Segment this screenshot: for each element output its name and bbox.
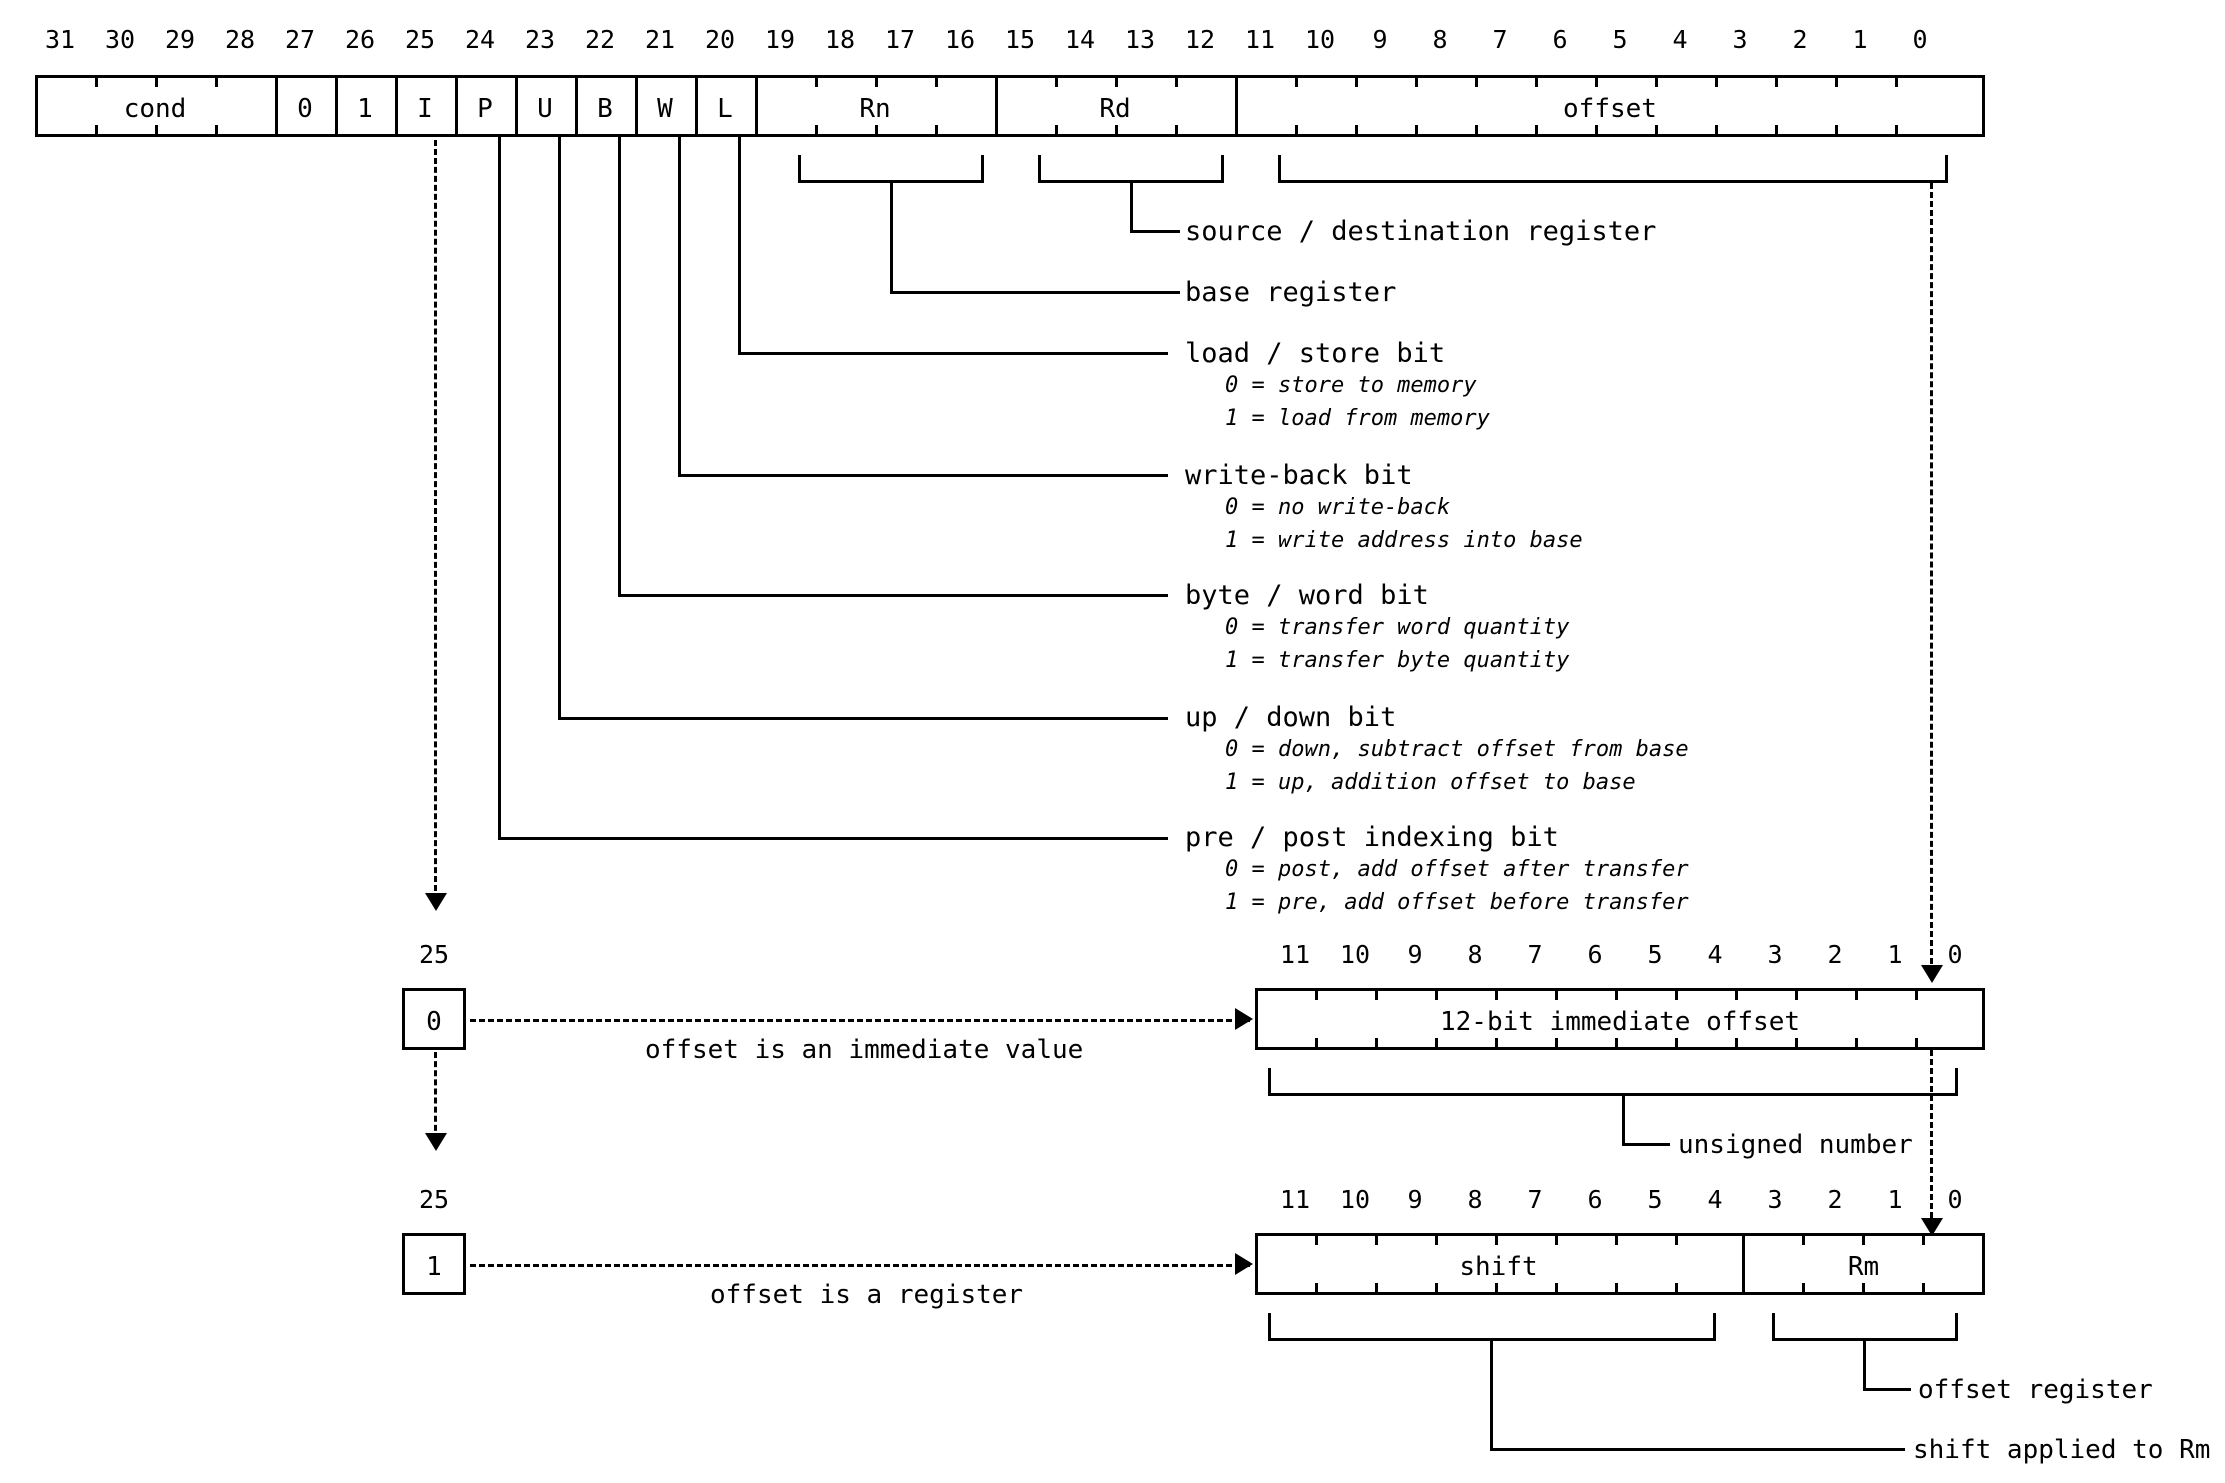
leader-U-vertical [558, 137, 561, 720]
brace-rm-right [1955, 1313, 1958, 1341]
annotation-write-back-line-1: 1 = write address into base [1225, 528, 1583, 553]
leader-L-horizontal [738, 352, 1168, 355]
bit-tick [1475, 125, 1478, 137]
brace-rm-lead [1863, 1388, 1911, 1391]
bit-tick [1655, 125, 1658, 137]
label-offset-register: offset register [1918, 1375, 2153, 1405]
immediate-bit-number: 7 [1527, 940, 1543, 969]
bit-tick [1435, 1038, 1438, 1050]
brace-offset-right [1945, 155, 1948, 183]
register-offset-shift-label: shift [1459, 1252, 1538, 1282]
bit-tick [1535, 75, 1538, 87]
bit-tick [215, 75, 218, 87]
bit-number: 25 [404, 25, 436, 54]
field-label-I: I [417, 94, 433, 124]
bit-number: 2 [1792, 25, 1808, 54]
bit-tick [1495, 1233, 1498, 1245]
bit-tick [1855, 1038, 1858, 1050]
bit-tick [1915, 1038, 1918, 1050]
bit-number: 18 [824, 25, 856, 54]
bit-tick [155, 125, 158, 137]
field-label-L: L [717, 94, 733, 124]
bit-tick [215, 125, 218, 137]
bit-tick [1895, 75, 1898, 87]
bit-number: 17 [884, 25, 916, 54]
brace-rm-stem [1863, 1338, 1866, 1390]
bit-tick [1115, 75, 1118, 87]
field-label-W: W [657, 94, 673, 124]
register-bit-number: 11 [1279, 1185, 1311, 1214]
immediate-bit-number: 0 [1947, 940, 1963, 969]
variant-register-connector [470, 1264, 1250, 1267]
annotation-byte-word-bit: byte / word bit [1185, 580, 1429, 611]
leader-U-horizontal [558, 717, 1168, 720]
brace-offset-bar [1278, 180, 1948, 183]
annotation-load-store-line-0: 0 = store to memory [1225, 373, 1477, 398]
annotation-byte-word-line-1: 1 = transfer byte quantity [1225, 648, 1570, 673]
variant-immediate-arrow [1235, 1008, 1253, 1030]
immediate-bit-number: 6 [1587, 940, 1603, 969]
bit-tick [1675, 988, 1678, 1000]
field-label-B: B [597, 94, 613, 124]
bit-tick [1435, 1283, 1438, 1295]
immediate-bit-number: 11 [1279, 940, 1311, 969]
bit-tick [1675, 1233, 1678, 1245]
brace-offset-left [1278, 155, 1281, 183]
bit-tick [1495, 1283, 1498, 1295]
bit-number: 27 [284, 25, 316, 54]
immediate-bit-number: 9 [1407, 940, 1423, 969]
bit-tick [95, 125, 98, 137]
variant-register-I-value: 1 [426, 1252, 442, 1282]
variant-immediate-caption: offset is an immediate value [645, 1035, 1084, 1065]
bit-tick [1175, 75, 1178, 87]
immediate-bit-number: 4 [1707, 940, 1723, 969]
bit-tick [1715, 125, 1718, 137]
bit-tick [1615, 1283, 1618, 1295]
brace-shift-lead [1490, 1448, 1905, 1451]
bit-tick [1315, 988, 1318, 1000]
bit-tick [95, 75, 98, 87]
brace-rd-right [1221, 155, 1224, 183]
bit-number: 28 [224, 25, 256, 54]
bit-tick [1735, 988, 1738, 1000]
bit-number: 6 [1552, 25, 1568, 54]
bit-tick [1595, 75, 1598, 87]
bit-tick [1115, 125, 1118, 137]
bit-tick [155, 75, 158, 87]
leader-B-horizontal [618, 594, 1168, 597]
field-label-offset: offset [1563, 94, 1657, 124]
register-bit-number: 0 [1947, 1185, 1963, 1214]
register-offset-rm-label: Rm [1847, 1252, 1880, 1282]
leader-L-vertical [738, 137, 741, 355]
field-label-Rd: Rd [1099, 94, 1131, 124]
bit-number: 29 [164, 25, 196, 54]
annotation-source-destination-register: source / destination register [1185, 216, 1657, 247]
bit-tick [1415, 125, 1418, 137]
bit-tick [1375, 988, 1378, 1000]
bit-tick [1895, 125, 1898, 137]
bit-tick [1862, 1283, 1865, 1295]
annotation-base-register: base register [1185, 277, 1397, 308]
annotation-load-store-bit: load / store bit [1185, 338, 1446, 369]
leader-I-dashed [434, 140, 437, 900]
immediate-bit-number: 10 [1339, 940, 1371, 969]
brace-rd-left [1038, 155, 1041, 183]
register-bit-number: 6 [1587, 1185, 1603, 1214]
variant-register-arrow [1235, 1253, 1253, 1275]
bit-tick [935, 75, 938, 87]
bit-number: 15 [1004, 25, 1036, 54]
bit-tick [1615, 1233, 1618, 1245]
annotation-byte-word-line-0: 0 = transfer word quantity [1225, 615, 1570, 640]
bit-tick [815, 75, 818, 87]
bit-tick [1922, 1283, 1925, 1295]
bit-number: 7 [1492, 25, 1508, 54]
bit-tick [935, 125, 938, 137]
bit-tick [1675, 1283, 1678, 1295]
bit-tick [1555, 1233, 1558, 1245]
bit-tick [1435, 1233, 1438, 1245]
bit-tick [1555, 988, 1558, 1000]
bit-tick [1615, 988, 1618, 1000]
brace-unsigned-lead [1622, 1143, 1670, 1146]
register-bit-number: 8 [1467, 1185, 1483, 1214]
variant-link-arrow [425, 1133, 447, 1151]
bit-number: 19 [764, 25, 796, 54]
bit-tick [1355, 75, 1358, 87]
label-unsigned-number: unsigned number [1678, 1130, 1913, 1160]
field-label-U: U [537, 94, 553, 124]
bit-tick [1495, 1038, 1498, 1050]
bit-tick [1355, 125, 1358, 137]
bit-tick [875, 125, 878, 137]
bit-tick [1802, 1233, 1805, 1245]
bit-tick [1535, 125, 1538, 137]
leader-I-arrow [425, 893, 447, 911]
brace-rd-stem [1130, 180, 1133, 232]
brace-unsigned-bar [1268, 1093, 1958, 1096]
immediate-offset-label: 12-bit immediate offset [1439, 1007, 1801, 1037]
register-bit-number: 1 [1887, 1185, 1903, 1214]
bit-tick [1295, 125, 1298, 137]
register-bit-number: 9 [1407, 1185, 1423, 1214]
bit-tick [1435, 988, 1438, 1000]
brace-rd-lead [1130, 230, 1180, 233]
register-bit-number: 7 [1527, 1185, 1543, 1214]
offset-dashed-connector-2 [1930, 1050, 1933, 1245]
leader-P-horizontal [498, 837, 1168, 840]
bit-tick [1775, 75, 1778, 87]
register-bit-number: 3 [1767, 1185, 1783, 1214]
variant-immediate-connector [470, 1019, 1250, 1022]
annotation-load-store-line-1: 1 = load from memory [1225, 406, 1490, 431]
leader-W-vertical [678, 137, 681, 477]
variant-immediate-bit-label: 25 [418, 940, 450, 969]
bit-tick [1655, 75, 1658, 87]
leader-P-vertical [498, 137, 501, 840]
annotation-up-down-line-1: 1 = up, addition offset to base [1225, 770, 1636, 795]
leader-W-horizontal [678, 474, 1168, 477]
immediate-bit-number: 2 [1827, 940, 1843, 969]
bit-tick [1055, 75, 1058, 87]
bit-number: 24 [464, 25, 496, 54]
register-bit-number: 4 [1707, 1185, 1723, 1214]
bit-tick [1315, 1233, 1318, 1245]
annotation-pre-post-line-1: 1 = pre, add offset before transfer [1225, 890, 1689, 915]
bit-tick [1735, 1038, 1738, 1050]
bit-number: 30 [104, 25, 136, 54]
field-label-cond: cond [123, 94, 187, 124]
brace-shift-stem [1490, 1338, 1493, 1451]
bit-tick [1475, 75, 1478, 87]
brace-shift-left [1268, 1313, 1271, 1341]
label-shift-applied-to-rm: shift applied to Rm [1913, 1435, 2211, 1465]
bit-tick [1915, 988, 1918, 1000]
field-label-const0: 0 [297, 94, 313, 124]
bit-tick [1295, 75, 1298, 87]
bit-tick [1315, 1038, 1318, 1050]
annotation-pre-post-indexing-bit: pre / post indexing bit [1185, 822, 1559, 853]
annotation-pre-post-line-0: 0 = post, add offset after transfer [1225, 857, 1689, 882]
bit-tick [1415, 75, 1418, 87]
bit-number: 4 [1672, 25, 1688, 54]
bit-number: 21 [644, 25, 676, 54]
annotation-up-down-bit: up / down bit [1185, 702, 1397, 733]
bit-number: 16 [944, 25, 976, 54]
bit-tick [1835, 75, 1838, 87]
bit-tick [1055, 125, 1058, 137]
immediate-bit-number: 3 [1767, 940, 1783, 969]
brace-rn-right [981, 155, 984, 183]
bit-tick [1835, 125, 1838, 137]
annotation-write-back-bit: write-back bit [1185, 460, 1413, 491]
bit-tick [1175, 125, 1178, 137]
bit-number: 5 [1612, 25, 1628, 54]
bit-number: 23 [524, 25, 556, 54]
brace-unsigned-stem [1622, 1093, 1625, 1145]
bit-tick [1615, 1038, 1618, 1050]
field-label-Rn: Rn [859, 94, 891, 124]
bit-tick [1495, 988, 1498, 1000]
annotation-up-down-line-0: 0 = down, subtract offset from base [1225, 737, 1689, 762]
bit-tick [1675, 1038, 1678, 1050]
register-bit-number: 10 [1339, 1185, 1371, 1214]
brace-rn-lead [890, 291, 1180, 294]
field-label-const1: 1 [357, 94, 373, 124]
bit-number: 22 [584, 25, 616, 54]
bit-number: 14 [1064, 25, 1096, 54]
brace-shift-right [1713, 1313, 1716, 1341]
bit-number: 3 [1732, 25, 1748, 54]
bit-tick [875, 75, 878, 87]
brace-rm-left [1772, 1313, 1775, 1341]
immediate-bit-number: 1 [1887, 940, 1903, 969]
bit-tick [1855, 988, 1858, 1000]
immediate-bit-number: 8 [1467, 940, 1483, 969]
bit-tick [1375, 1233, 1378, 1245]
variant-register-caption: offset is a register [710, 1280, 1024, 1310]
bit-tick [1375, 1283, 1378, 1295]
field-label-P: P [477, 94, 493, 124]
register-bit-number: 2 [1827, 1185, 1843, 1214]
bit-number: 1 [1852, 25, 1868, 54]
brace-rn-left [798, 155, 801, 183]
bit-number: 11 [1244, 25, 1276, 54]
bit-tick [1595, 125, 1598, 137]
bit-tick [1795, 988, 1798, 1000]
brace-rn-stem [890, 180, 893, 293]
bit-tick [1775, 125, 1778, 137]
variant-link-dashed [434, 1052, 437, 1140]
bit-tick [1315, 1283, 1318, 1295]
bit-tick [1715, 75, 1718, 87]
register-bit-number: 5 [1647, 1185, 1663, 1214]
bit-number: 13 [1124, 25, 1156, 54]
bit-tick [1555, 1283, 1558, 1295]
bit-tick [1862, 1233, 1865, 1245]
bit-number: 9 [1372, 25, 1388, 54]
bit-number: 0 [1912, 25, 1928, 54]
immediate-bit-number: 5 [1647, 940, 1663, 969]
bit-tick [1922, 1233, 1925, 1245]
bit-number: 12 [1184, 25, 1216, 54]
bit-tick [1802, 1283, 1805, 1295]
bit-number: 26 [344, 25, 376, 54]
bit-number: 20 [704, 25, 736, 54]
bit-number: 8 [1432, 25, 1448, 54]
bit-tick [1795, 1038, 1798, 1050]
brace-unsigned-left [1268, 1068, 1271, 1096]
bit-tick [1555, 1038, 1558, 1050]
bit-number: 10 [1304, 25, 1336, 54]
offset-dashed-connector [1930, 183, 1933, 973]
bit-number: 31 [44, 25, 76, 54]
leader-B-vertical [618, 137, 621, 597]
bit-tick [815, 125, 818, 137]
variant-immediate-I-value: 0 [426, 1007, 442, 1037]
annotation-write-back-line-0: 0 = no write-back [1225, 495, 1451, 520]
variant-register-bit-label: 25 [418, 1185, 450, 1214]
brace-unsigned-right [1955, 1068, 1958, 1096]
bit-tick [1375, 1038, 1378, 1050]
